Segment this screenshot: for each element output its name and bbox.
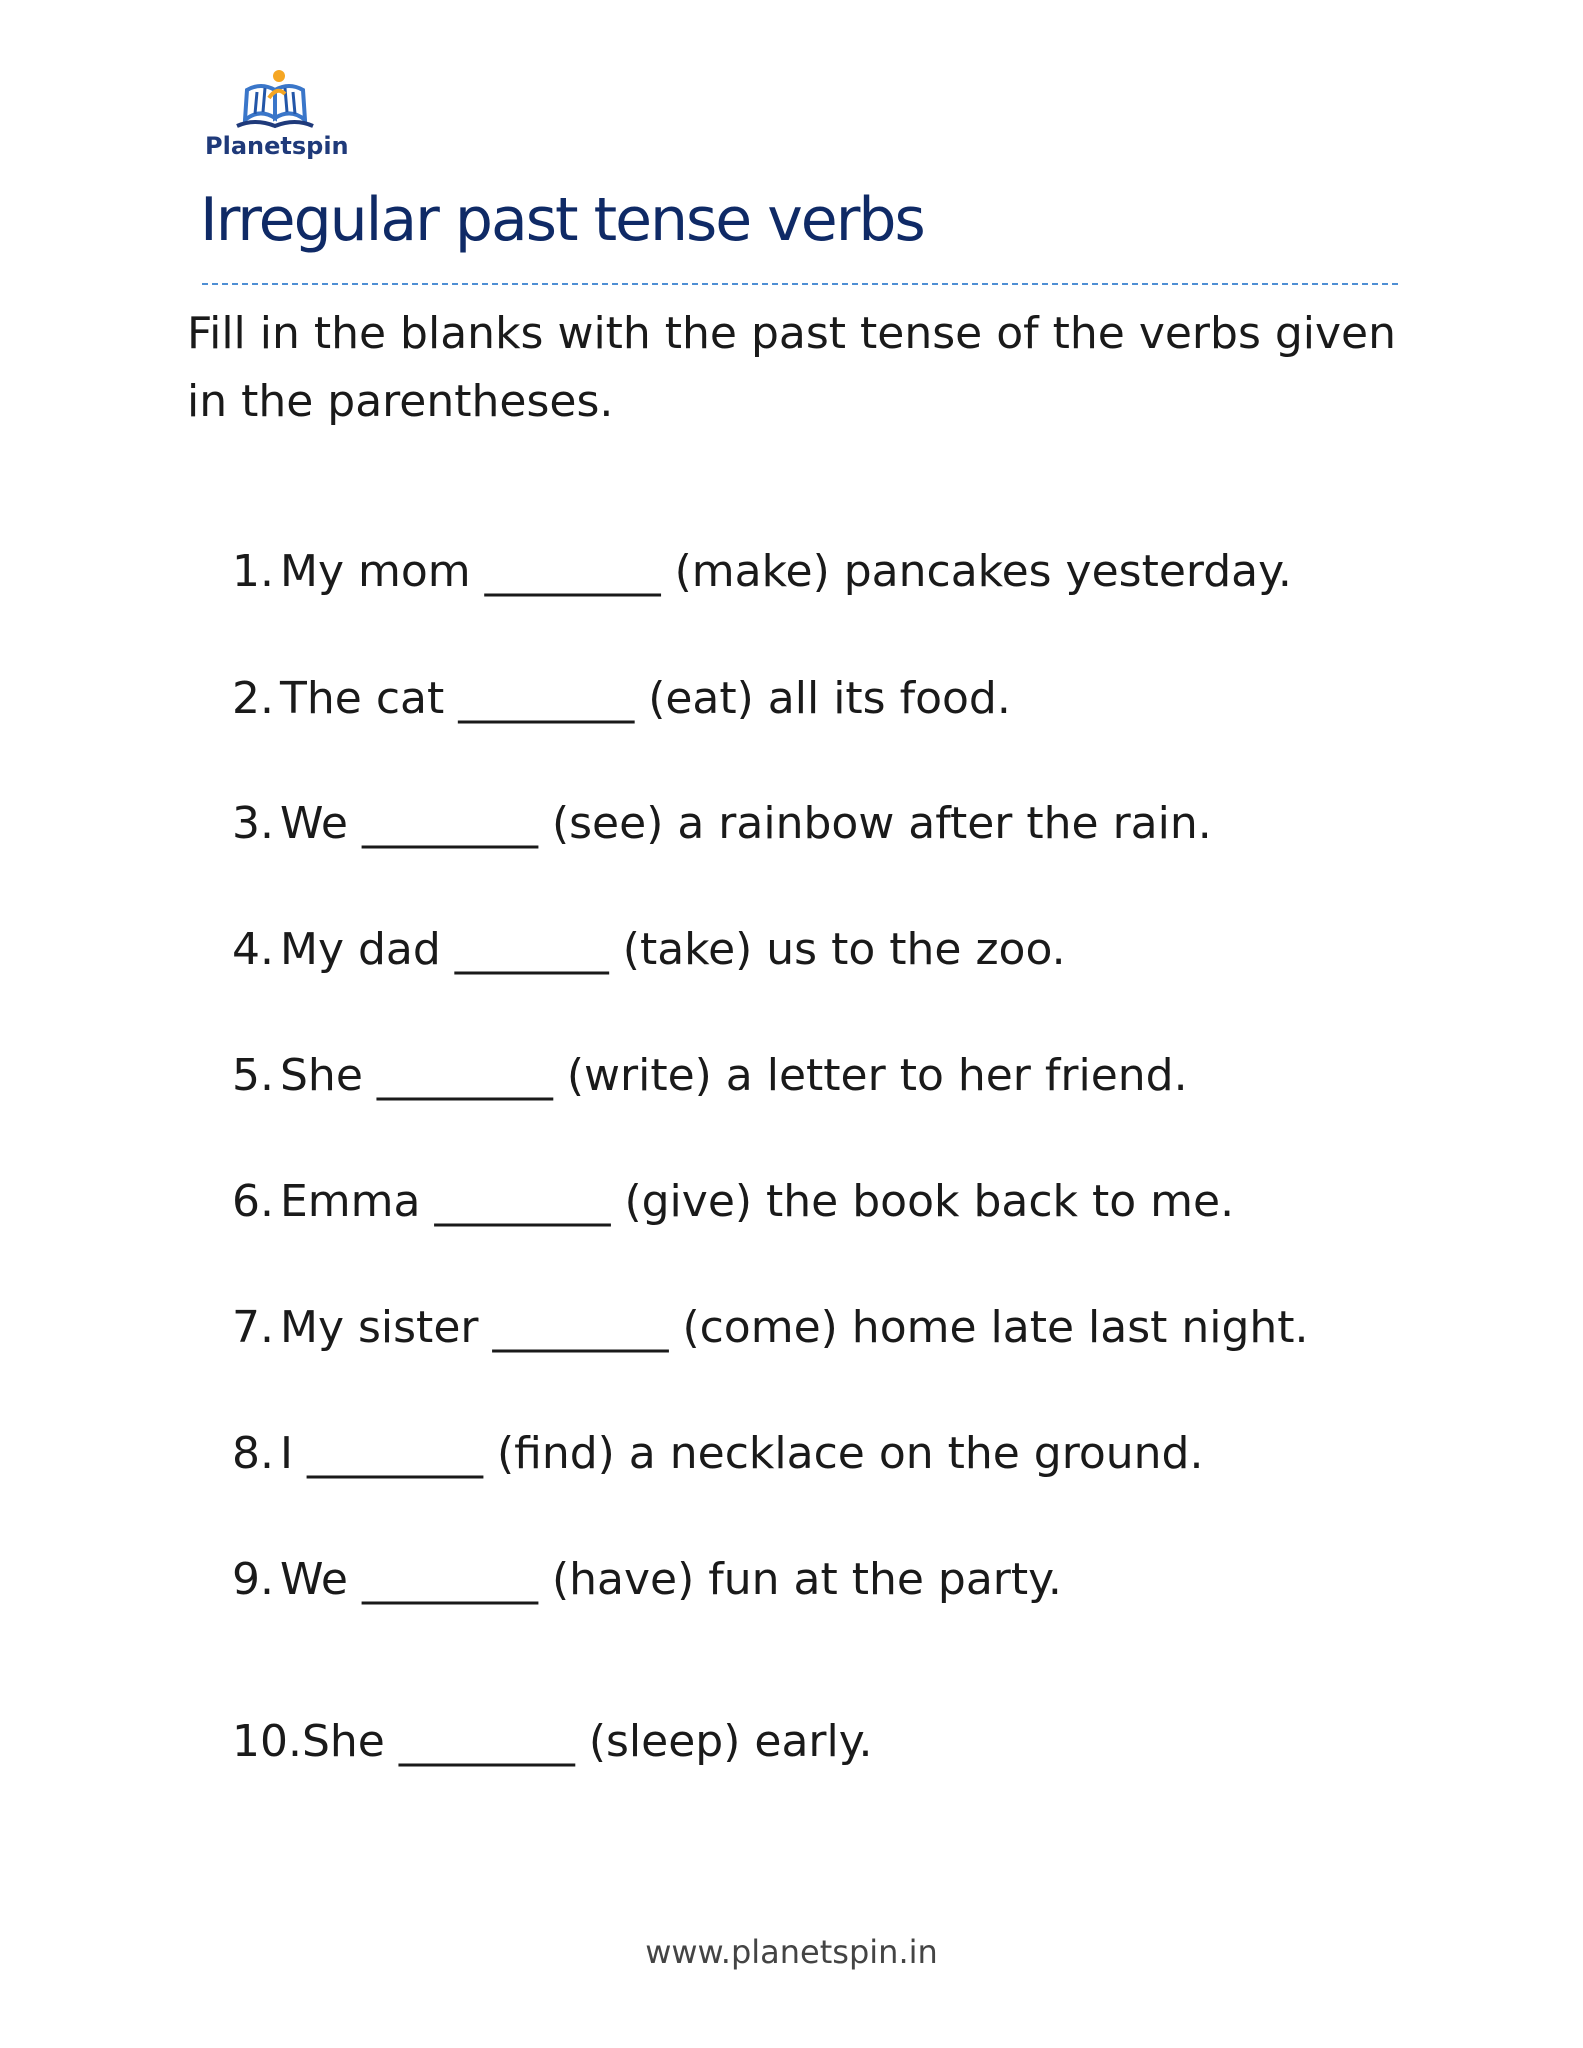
question-item	[232, 792, 1212, 856]
question-number: 1.	[232, 546, 274, 597]
question-number: 8.	[232, 1428, 274, 1479]
question-item	[232, 540, 1292, 604]
open-book-with-person-icon	[225, 68, 325, 130]
question-item	[232, 1296, 1309, 1360]
question-number: 7.	[232, 1302, 274, 1353]
question-number: 2.	[232, 673, 274, 724]
question-item	[232, 1422, 1203, 1486]
page-title: Irregular past tense verbs	[200, 185, 924, 255]
question-item	[232, 667, 1011, 731]
question-text: We ________ (have) fun at the party.	[280, 1554, 1062, 1605]
title-divider	[202, 283, 1398, 285]
question-item	[232, 918, 1066, 982]
question-number: 3.	[232, 798, 274, 849]
question-text: My mom ________ (make) pancakes yesterday.	[280, 546, 1292, 597]
question-text: Emma ________ (give) the book back to me.	[280, 1176, 1235, 1227]
planetspin-logo	[205, 68, 355, 168]
question-text: I ________ (find) a necklace on the ground.	[280, 1428, 1204, 1479]
question-number: 4.	[232, 924, 274, 975]
question-number: 9.	[232, 1554, 274, 1605]
question-text: She ________ (sleep) early.	[301, 1716, 873, 1767]
question-text: The cat ________ (eat) all its food.	[280, 673, 1011, 724]
question-text: My sister ________ (come) home late last night.	[280, 1302, 1309, 1353]
question-text: We ________ (see) a rainbow after the rain.	[280, 798, 1212, 849]
question-text: My dad _______ (take) us to the zoo.	[280, 924, 1066, 975]
question-item	[232, 1548, 1062, 1612]
question-text: She ________ (write) a letter to her friend.	[280, 1050, 1188, 1101]
instructions-text: Fill in the blanks with the past tense of the verbs given in the parentheses.	[187, 308, 1397, 427]
question-number: 5.	[232, 1050, 274, 1101]
brand-name: Planetspin	[205, 132, 349, 160]
question-item	[232, 1710, 872, 1774]
question-item	[232, 1044, 1188, 1108]
question-number: 6.	[232, 1176, 274, 1227]
footer-url: www.planetspin.in	[645, 1933, 938, 1971]
question-item	[232, 1170, 1234, 1234]
question-number: 10.	[232, 1716, 302, 1767]
